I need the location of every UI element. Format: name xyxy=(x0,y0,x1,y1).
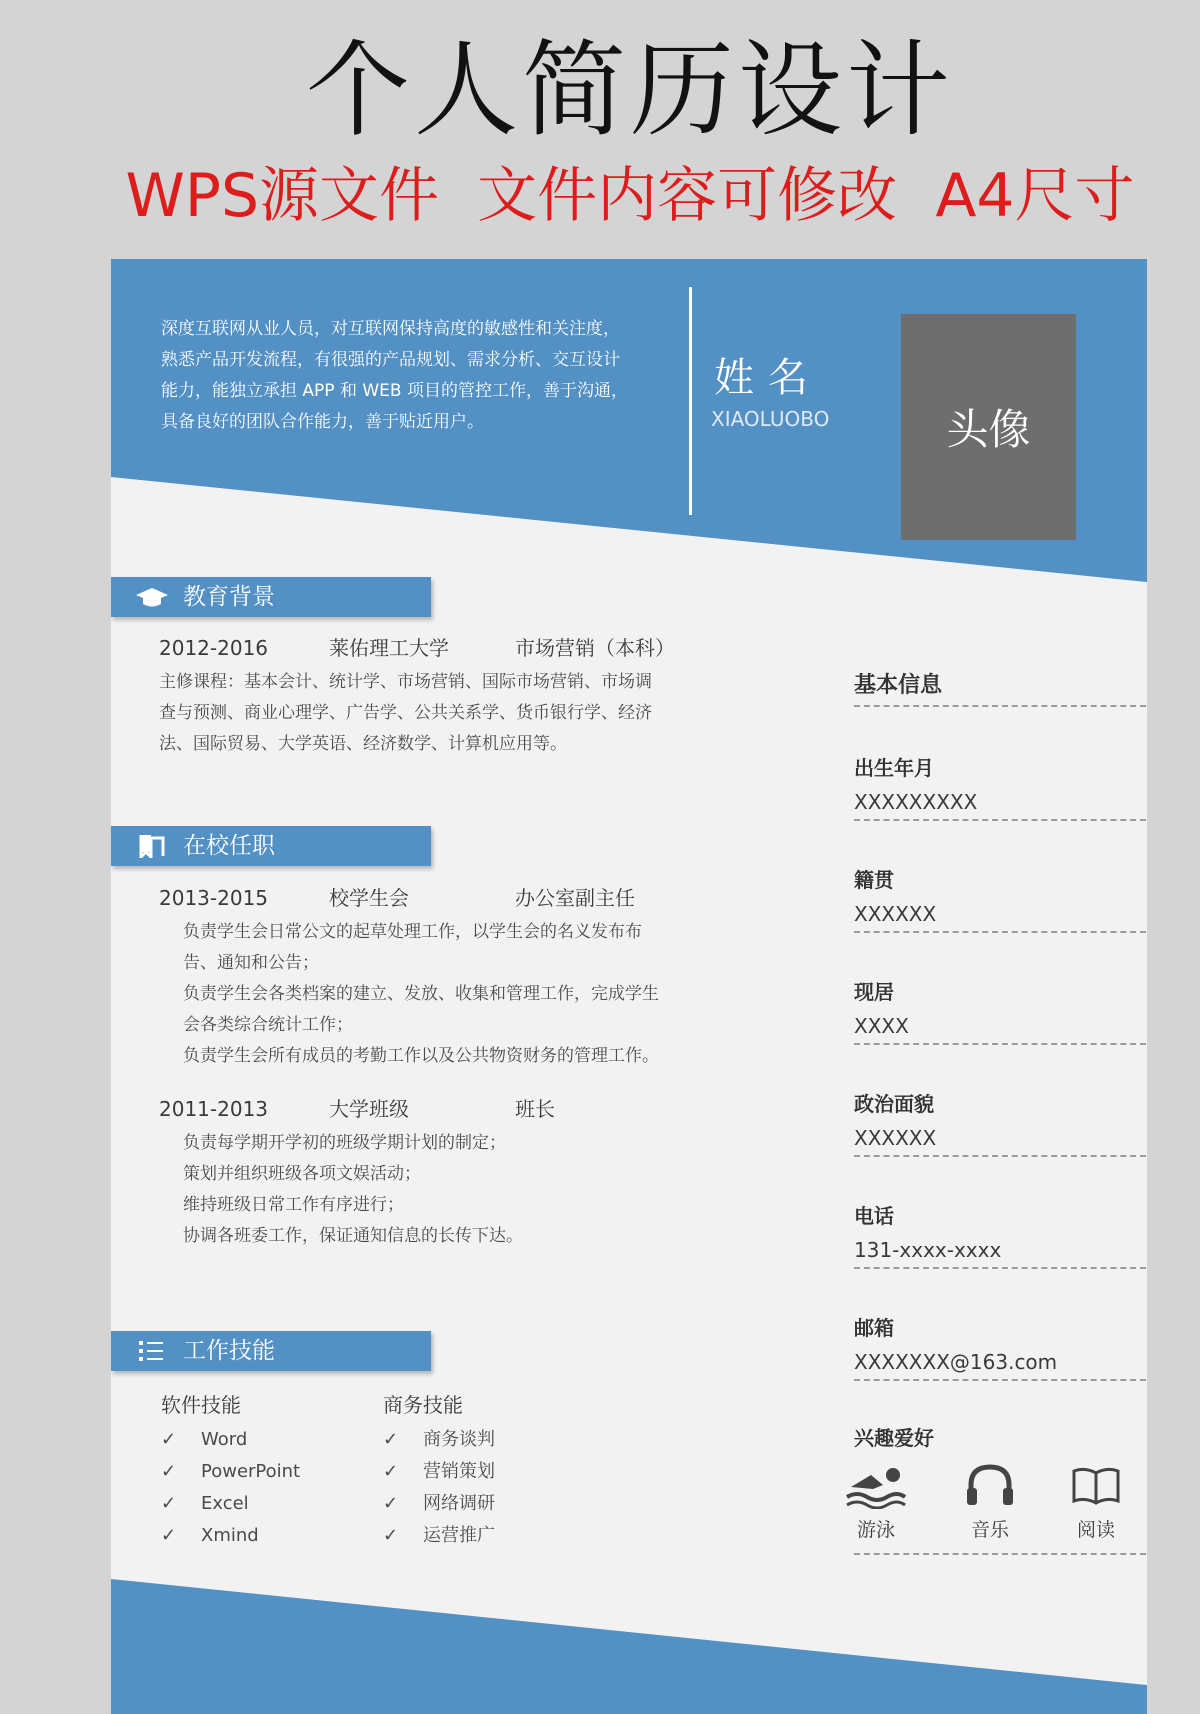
education-years: 2012-2016 xyxy=(159,636,269,660)
intro-line: 能力，能独立承担 APP 和 WEB 项目的管控工作，善于沟通， xyxy=(161,381,628,401)
check-icon: ✓ xyxy=(161,1493,177,1514)
skill-item xyxy=(383,1520,495,1552)
duty-line: 告、通知和公告； xyxy=(183,953,319,973)
footer-band xyxy=(111,1579,1147,1714)
duty-line: 负责每学期开学初的班级学期计划的制定； xyxy=(183,1133,506,1153)
check-icon: ✓ xyxy=(383,1461,399,1482)
section-education-title: 教育背景 xyxy=(183,584,275,610)
info-label: 邮箱 xyxy=(854,1316,894,1340)
hobby-reading xyxy=(1056,1461,1136,1542)
check-icon: ✓ xyxy=(161,1461,177,1482)
info-value: XXXXXXXXX xyxy=(854,790,978,814)
skill-item xyxy=(161,1488,300,1520)
hobby-swimming xyxy=(836,1461,916,1542)
divider xyxy=(854,1553,1146,1555)
divider xyxy=(854,819,1146,821)
position-years: 2013-2015 xyxy=(159,886,269,910)
skill-item xyxy=(383,1488,495,1520)
education-major: 市场营销（本科） xyxy=(515,636,675,660)
page-title: 个人简历设计 xyxy=(305,29,954,151)
bookmark-icon xyxy=(135,834,169,858)
divider xyxy=(854,1379,1146,1381)
skill-item xyxy=(383,1424,495,1456)
hobbies-row xyxy=(854,1461,1146,1553)
skills-column-business xyxy=(383,1392,495,1552)
duty-line: 维持班级日常工作有序进行； xyxy=(183,1195,404,1215)
section-skills-header xyxy=(111,1331,431,1371)
hobby-music xyxy=(950,1461,1030,1542)
hobby-label: 游泳 xyxy=(856,1519,895,1541)
page-subtitle: WPS源文件 文件内容可修改 A4尺寸 xyxy=(125,161,1135,231)
list-icon xyxy=(135,1339,169,1363)
name-english: XIAOLUOBO xyxy=(711,407,830,431)
header-divider xyxy=(689,287,692,515)
avatar-placeholder[interactable] xyxy=(901,314,1076,540)
skills-column-title: 商务技能 xyxy=(383,1393,463,1417)
basic-info-panel xyxy=(854,673,1146,1555)
divider xyxy=(854,1043,1146,1045)
skill-label: 商务谈判 xyxy=(423,1429,495,1450)
info-label: 现居 xyxy=(854,980,894,1004)
book-icon xyxy=(1068,1461,1124,1509)
position-role: 班长 xyxy=(515,1097,555,1121)
swimmer-icon xyxy=(845,1461,907,1509)
duty-line: 负责学生会所有成员的考勤工作以及公共物资财务的管理工作。 xyxy=(183,1046,659,1066)
check-icon: ✓ xyxy=(161,1429,177,1450)
hobby-label: 音乐 xyxy=(970,1519,1009,1541)
course-line: 主修课程：基本会计、统计学、市场营销、国际市场营销、市场调 xyxy=(159,672,652,692)
position-org: 校学生会 xyxy=(329,886,409,910)
check-icon: ✓ xyxy=(383,1525,399,1546)
intro-line: 深度互联网从业人员，对互联网保持高度的敏感性和关注度， xyxy=(161,319,620,339)
info-label: 出生年月 xyxy=(854,756,934,780)
skill-label: 网络调研 xyxy=(423,1493,495,1514)
divider xyxy=(854,1267,1146,1269)
duty-line: 负责学生会日常公文的起草处理工作，以学生会的名义发布布 xyxy=(183,922,642,942)
hobby-label: 阅读 xyxy=(1076,1519,1115,1541)
position-years: 2011-2013 xyxy=(159,1097,269,1121)
skills-column-software xyxy=(161,1392,300,1552)
section-positions-header xyxy=(111,826,431,866)
skill-label: 营销策划 xyxy=(423,1461,495,1482)
duty-line: 负责学生会各类档案的建立、发放、收集和管理工作，完成学生 xyxy=(183,984,659,1004)
info-value: XXXXXX xyxy=(854,1126,937,1150)
hobbies-heading: 兴趣爱好 xyxy=(854,1426,934,1450)
divider xyxy=(854,705,1146,707)
education-courses xyxy=(159,667,719,760)
skills-column-title: 软件技能 xyxy=(161,1393,241,1417)
education-school: 莱佑理工大学 xyxy=(329,636,449,660)
position-org: 大学班级 xyxy=(329,1097,409,1121)
info-value: XXXXXX xyxy=(854,902,937,926)
duty-line: 会各类综合统计工作； xyxy=(183,1015,353,1035)
course-line: 查与预测、商业心理学、广告学、公共关系学、货币银行学、经济 xyxy=(159,703,652,723)
name-label: 姓名 xyxy=(714,355,822,401)
resume-sheet xyxy=(111,259,1147,1714)
course-line: 法、国际贸易、大学英语、经济数学、计算机应用等。 xyxy=(159,734,567,754)
basic-info-heading: 基本信息 xyxy=(854,673,943,698)
skill-item xyxy=(161,1456,300,1488)
check-icon: ✓ xyxy=(161,1525,177,1546)
intro-line: 具备良好的团队合作能力，善于贴近用户。 xyxy=(161,412,484,432)
skill-item xyxy=(161,1520,300,1552)
section-education-header xyxy=(111,577,431,617)
section-skills-title: 工作技能 xyxy=(183,1338,275,1364)
divider xyxy=(854,931,1146,933)
section-positions-title: 在校任职 xyxy=(183,833,275,859)
skill-label: PowerPoint xyxy=(201,1461,301,1482)
info-label: 籍贯 xyxy=(854,868,894,892)
info-label: 政治面貌 xyxy=(854,1092,934,1116)
check-icon: ✓ xyxy=(383,1429,399,1450)
info-value: 131-xxxx-xxxx xyxy=(854,1238,1002,1262)
info-value: XXXXXXX@163.com xyxy=(854,1350,1058,1374)
headphones-icon xyxy=(962,1461,1018,1509)
skill-label: Word xyxy=(201,1429,248,1450)
intro-line: 熟悉产品开发流程，有很强的产品规划、需求分析、交互设计 xyxy=(161,350,620,370)
intro-text xyxy=(161,314,661,438)
divider xyxy=(854,1155,1146,1157)
info-label: 电话 xyxy=(854,1204,894,1228)
check-icon: ✓ xyxy=(383,1493,399,1514)
graduation-cap-icon xyxy=(135,585,169,609)
skill-label: Xmind xyxy=(201,1525,259,1546)
duty-line: 协调各班委工作，保证通知信息的长传下达。 xyxy=(183,1226,523,1246)
avatar-label: 头像 xyxy=(946,405,1031,454)
skill-label: Excel xyxy=(201,1493,249,1514)
duty-line: 策划并组织班级各项文娱活动； xyxy=(183,1164,421,1184)
position-duties xyxy=(183,917,743,1072)
skill-label: 运营推广 xyxy=(423,1525,495,1546)
skill-item xyxy=(161,1424,300,1456)
info-value: XXXX xyxy=(854,1014,909,1038)
position-duties xyxy=(183,1128,743,1252)
skill-item xyxy=(383,1456,495,1488)
position-role: 办公室副主任 xyxy=(515,886,635,910)
